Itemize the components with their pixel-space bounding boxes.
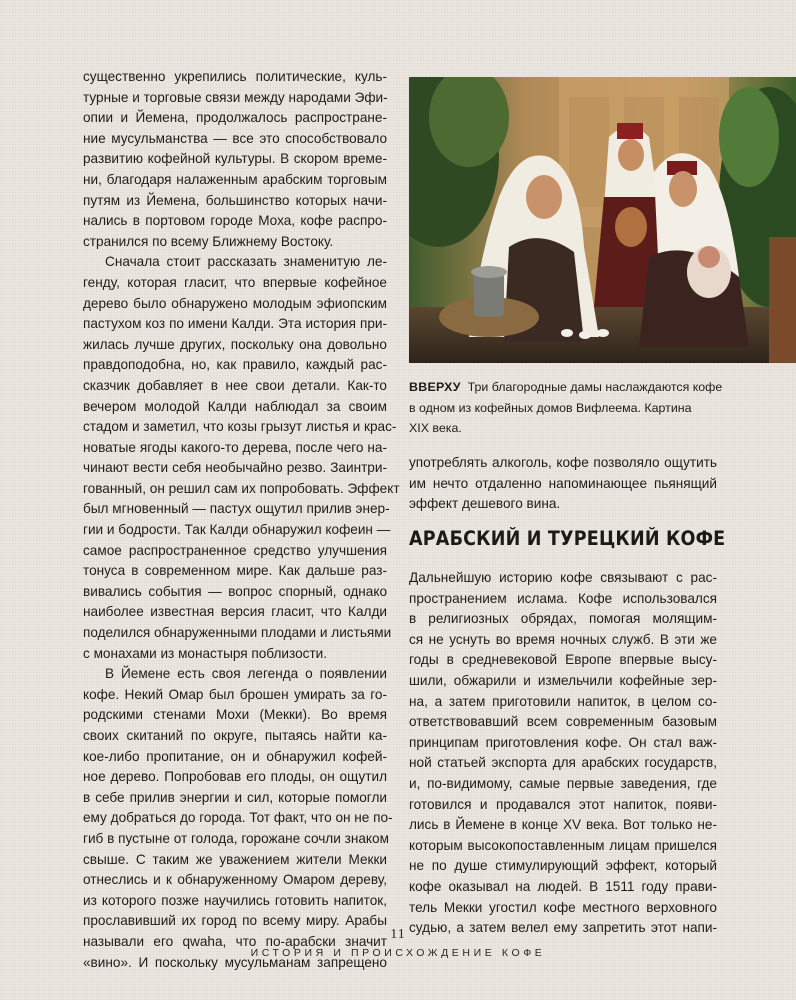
caption-label: ВВЕРХУ (409, 380, 461, 394)
text-line: эффект дешевого вина. (409, 496, 561, 512)
text-line: не по душе стимулирующий эффект, который (409, 858, 717, 874)
text-line: ной статьей экспорта для арабских государств, (409, 755, 717, 771)
text-line: турные и торговые связи между народами Эфи- (83, 89, 388, 105)
text-line: поделился обнаруженными плодами и листьями (83, 625, 392, 641)
text-line: правдоподобна, но, как правило, каждый рас- (83, 357, 387, 373)
text-line: и, по-видимому, самые первые заведения, где (409, 775, 717, 791)
text-line: тонуса в современном мире. Как дальше раз- (83, 563, 387, 579)
right-text-column (409, 568, 717, 939)
text-line: принципам приготовления кофе. Он стал важ- (409, 734, 717, 750)
text-line: самое распространенное средство улучшения (83, 542, 387, 558)
text-line: готовился и продавался этот напиток, появи- (409, 796, 717, 812)
section-heading: АРАБСКИЙ И ТУРЕЦКИЙ КОФЕ (409, 527, 726, 550)
text-line: ся не уснуть во время ночных служб. В эти же (409, 631, 717, 647)
text-line: называли его qwaha, что по-арабски значит (83, 933, 387, 949)
photo-caption (409, 377, 729, 439)
text-line: в себе прилив энергии и сил, которые помогли (83, 789, 387, 805)
text-line: стадом и заметил, что козы грызут листья и крас- (83, 419, 397, 435)
text-line: прославивший их город по всему миру. Арабы (83, 913, 387, 929)
text-line: лись в Йемене в конце XV века. Вот только не- (409, 817, 717, 833)
text-line: новатые ягоды какого-то дерева, после чего на- (83, 439, 387, 455)
text-line: дерево было обнаружено молодым эфиопским (83, 295, 387, 311)
text-line: гиб в пустыне от голода, горожане сочли знаком (83, 830, 389, 846)
text-line: нались в портовом городе Моха, кофе распро- (83, 213, 387, 229)
running-footer: ИСТОРИЯ И ПРОИСХОЖДЕНИЕ КОФЕ (250, 947, 546, 959)
text-line: шили, обжарили и измельчили кофейные зер- (409, 672, 717, 688)
text-line: был мгновенный — пастух ощутил прилив энер- (83, 501, 390, 517)
text-line: которым высокопоставленным лицам пришелся (409, 837, 717, 853)
caption-line: XIX века. (409, 421, 462, 435)
text-line: им нечто отдаленно напоминающее пьянящий (409, 475, 717, 491)
text-line: в религиозных обрядах, помогая молящим- (409, 611, 717, 627)
caption-line (409, 377, 729, 398)
text-line: тель Мекки угостил кофе местного верховного (409, 899, 717, 915)
text-line: из которого позже научились готовить напиток, (83, 892, 387, 908)
right-text-continuation (409, 453, 717, 515)
text-line: наиболее известная версия гласит, что Калди (83, 604, 387, 620)
text-line: употреблять алкоголь, кофе позволяло ощутить (409, 455, 717, 470)
text-line: отнеслись и к обнаруженному Омаром дереву, (83, 872, 387, 888)
text-line: чинают вести себя необычайно резво. Заинтри- (83, 460, 387, 476)
text-line: развитию кофейной культуры. В скором време- (83, 151, 387, 167)
text-line: существенно укрепились политические, куль- (83, 69, 387, 84)
text-line: ответствовавший всем современным базовым (409, 714, 717, 730)
text-line: свыше. С таким же уважением жители Мекки (83, 851, 387, 867)
text-line: путям из Йемена, большинство которых начи- (83, 192, 387, 208)
text-line: ние мусульманства — все это способствовало (83, 130, 387, 146)
text-line: странился по всему Ближнему Востоку. (83, 233, 334, 249)
text-line: ему добраться до города. Тот факт, что он не по- (83, 810, 393, 826)
text-line: вечером молодой Калди наблюдал за своим (83, 398, 387, 414)
text-line: на, а затем приготовили напиток, в целом со- (409, 693, 717, 709)
text-line: ное дерево. Попробовав его плоды, он ощутил (83, 769, 387, 785)
caption-line: в одном из кофейных домов Вифлеема. Картина (409, 400, 692, 415)
text-line: судью, а затем велел ему запретить этот напи- (409, 920, 717, 936)
text-line: вивались события — вопрос спорный, однако (83, 583, 387, 599)
text-line: годы в средневековой Европе впервые высу- (409, 652, 717, 668)
caption-text: Три благородные дамы наслаждаются кофе (467, 380, 723, 394)
text-line: пространением ислама. Кофе использовался (409, 590, 717, 606)
text-line: пастухом коз по имени Калди. Эта история при- (83, 316, 387, 332)
photo-illustration (409, 77, 796, 363)
text-line: гованный, он решил сам их попробовать. Эффект (83, 480, 400, 496)
text-line: Сначала стоит рассказать знаменитую ле- (105, 254, 387, 270)
text-line: опии и Йемена, продолжалось распростране- (83, 110, 387, 126)
page-number: 11 (390, 927, 406, 942)
text-line: ни, благодаря налаженным арабским торговым (83, 171, 387, 187)
text-line: своих скитаний по округе, пытаясь найти ка- (83, 728, 387, 743)
text-line: «вино». И поскольку мусульманам запрещено (83, 954, 387, 970)
text-line: родскими стенами Мохи (Мекки). Во время (83, 707, 387, 723)
text-line: гии и бодрости. Так Калди обнаружил кофеин — (83, 522, 391, 538)
text-line: кофе оказывал на людей. В 1511 году прави- (409, 878, 717, 894)
text-line: кофе. Некий Омар был брошен умирать за го- (83, 686, 387, 702)
text-line: жилась лучше других, поскольку она довольно (83, 336, 387, 352)
text-line: В Йемене есть своя легенда о появлении (105, 666, 387, 682)
text-line: сказчик добавляет в нее свои детали. Как-то (83, 377, 387, 393)
text-line: кое-либо пропитание, он и обнаружил кофей- (83, 748, 387, 764)
text-line: с монахами из монастыря поблизости. (83, 645, 328, 661)
text-line: генду, которая гласит, что впервые кофейное (83, 274, 387, 290)
coffee-house-photo (409, 77, 796, 363)
text-line: Дальнейшую историю кофе связывают с рас- (409, 570, 717, 585)
